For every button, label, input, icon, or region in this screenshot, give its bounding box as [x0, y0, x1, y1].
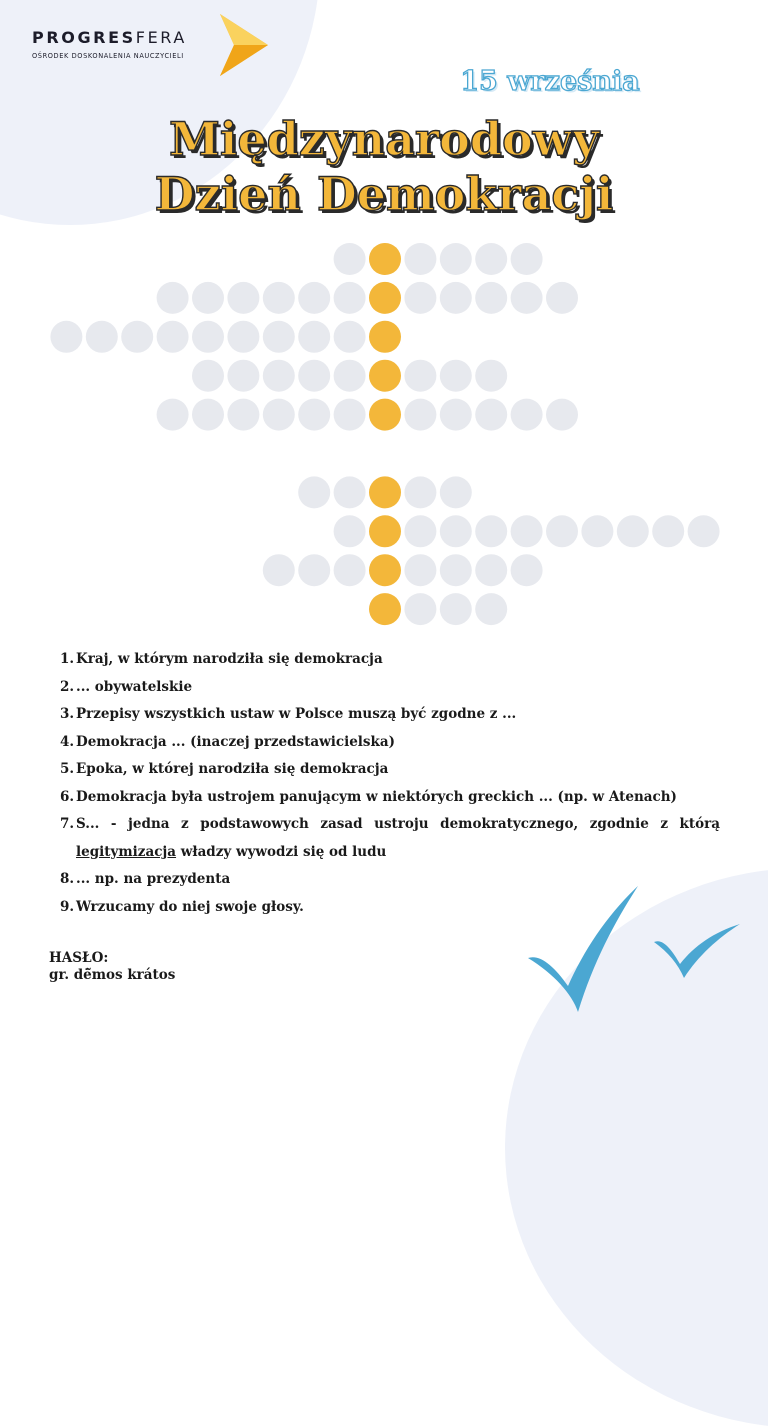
crossword-cell: [121, 321, 153, 353]
crossword-cell: [511, 243, 543, 275]
crossword-cell: [192, 360, 224, 392]
crossword-cell: [440, 554, 472, 586]
clue-number: 4.: [60, 733, 75, 750]
clue-item: [62, 701, 720, 729]
crossword-cell: [475, 399, 507, 431]
page-title: [0, 112, 768, 222]
clue-item: [62, 811, 720, 866]
crossword-cell: [475, 593, 507, 625]
crossword-cell: [440, 515, 472, 547]
crossword-cell: [298, 321, 330, 353]
clue-number: 1.: [60, 651, 75, 667]
crossword-cell: [475, 554, 507, 586]
crossword-key-cell: [369, 476, 401, 508]
clue-text: Demokracja ... (inaczej przedstawicielska): [76, 733, 396, 750]
crossword-cell: [440, 476, 472, 508]
checkmark-small-icon: [654, 924, 740, 978]
crossword-key-cell: [369, 360, 401, 392]
crossword-key-cell: [369, 321, 401, 353]
crossword-key-cell: [369, 243, 401, 275]
password-section: [49, 950, 175, 984]
crossword-cell: [263, 282, 295, 314]
crossword-cell: [404, 515, 436, 547]
clue-text: ... obywatelskie: [76, 678, 193, 695]
crossword-cell: [263, 321, 295, 353]
clue-text-after: władzy wywodzi się od ludu: [176, 843, 387, 860]
clue-text: Epoka, w której narodziła się demokracja: [76, 761, 389, 777]
crossword-key-cell: [369, 399, 401, 431]
crossword-cell: [404, 554, 436, 586]
logo-name-bold: PROGRES: [32, 28, 136, 47]
crossword-cell: [334, 399, 366, 431]
crossword-key-cell: [369, 282, 401, 314]
title-line-1: Międzynarodowy: [168, 112, 599, 166]
checkmarks-decoration: [520, 880, 750, 1020]
crossword-cell: [404, 243, 436, 275]
clue-item: [62, 729, 720, 757]
clue-number: 6.: [60, 788, 75, 805]
crossword-cell: [546, 282, 578, 314]
crossword-cell: [157, 399, 189, 431]
crossword-cell: [334, 321, 366, 353]
clue-text: Przepisy wszystkich ustaw w Polsce muszą być zgodne z ...: [76, 706, 517, 722]
crossword-cell: [617, 515, 649, 547]
password-label: HASŁO:: [49, 950, 109, 966]
crossword-cell: [511, 399, 543, 431]
crossword-cell: [334, 554, 366, 586]
crossword-cell: [688, 515, 720, 547]
crossword-cell: [227, 321, 259, 353]
crossword-cell: [581, 515, 613, 547]
crossword-cell: [404, 476, 436, 508]
crossword-cell: [546, 515, 578, 547]
crossword-cell: [546, 399, 578, 431]
clue-text-before: S... - jedna z podstawowych zasad ustroju demokratycznego, zgodnie z którą: [76, 816, 720, 832]
crossword-cell: [404, 593, 436, 625]
clue-number: 2.: [60, 678, 75, 695]
clue-number: 8.: [60, 871, 75, 887]
title-line-2: Dzień Demokracji: [154, 167, 614, 221]
crossword-key-cell: [369, 515, 401, 547]
event-date: 15 września: [460, 66, 640, 97]
crossword-cell: [404, 360, 436, 392]
clue-number: 5.: [60, 761, 75, 777]
checkmark-large-icon: [528, 886, 638, 1012]
crossword-cell: [475, 282, 507, 314]
clue-text: Wrzucamy do niej swoje głosy.: [76, 898, 304, 915]
crossword-cell: [404, 399, 436, 431]
crossword-cell: [475, 243, 507, 275]
clue-underlined-term: legitymizacja: [76, 843, 177, 860]
clue-item: [62, 784, 720, 812]
crossword-cell: [263, 360, 295, 392]
clue-number: 7.: [60, 816, 75, 832]
crossword-cell: [511, 282, 543, 314]
crossword-cell: [440, 360, 472, 392]
crossword-cell: [227, 282, 259, 314]
crossword-cell: [652, 515, 684, 547]
crossword-cell: [334, 282, 366, 314]
progresfera-logo: [32, 14, 277, 78]
clue-number: 3.: [60, 706, 75, 722]
clue-item: [62, 674, 720, 702]
crossword-key-cell: [369, 554, 401, 586]
clue-text: ... np. na prezydenta: [76, 871, 231, 887]
crossword-cell: [192, 282, 224, 314]
logo-name-light: FERA: [135, 28, 187, 47]
crossword-cell: [475, 515, 507, 547]
crossword-cell: [298, 399, 330, 431]
crossword-cell: [157, 321, 189, 353]
password-etymology: gr. dē̃mos krátos: [49, 967, 176, 983]
crossword-cell: [192, 399, 224, 431]
crossword-cell: [298, 282, 330, 314]
crossword-cell: [404, 282, 436, 314]
crossword-cell: [227, 399, 259, 431]
logo-name: [32, 28, 187, 47]
crossword-cell: [334, 476, 366, 508]
crossword-cell: [511, 554, 543, 586]
clue-number: 9.: [60, 898, 75, 915]
crossword-cell: [511, 515, 543, 547]
crossword-cell: [440, 282, 472, 314]
logo-subtitle: OŚRODEK DOSKONALENIA NAUCZYCIELI: [32, 52, 184, 60]
crossword-cell: [298, 360, 330, 392]
clue-item: [62, 646, 720, 674]
clue-item: [62, 756, 720, 784]
clue-text: [76, 811, 720, 866]
crossword-cell: [50, 321, 82, 353]
crossword-key-cell: [369, 593, 401, 625]
progresfera-logo-icon: [218, 14, 268, 76]
crossword-cell: [227, 360, 259, 392]
crossword-cell: [263, 399, 295, 431]
crossword-cell: [298, 476, 330, 508]
crossword-cell: [86, 321, 118, 353]
crossword-cell: [440, 399, 472, 431]
crossword-cell: [440, 243, 472, 275]
crossword-cell: [157, 282, 189, 314]
crossword-cell: [440, 593, 472, 625]
crossword-cell: [192, 321, 224, 353]
crossword-cell: [263, 554, 295, 586]
clue-text: Kraj, w którym narodziła się demokracja: [76, 651, 383, 667]
crossword-cell: [334, 243, 366, 275]
clue-text: Demokracja była ustrojem panującym w niektórych greckich ... (np. w Atenach): [76, 788, 677, 805]
crossword-cell: [475, 360, 507, 392]
crossword-cell: [298, 554, 330, 586]
crossword-cell: [334, 515, 366, 547]
crossword-cell: [334, 360, 366, 392]
